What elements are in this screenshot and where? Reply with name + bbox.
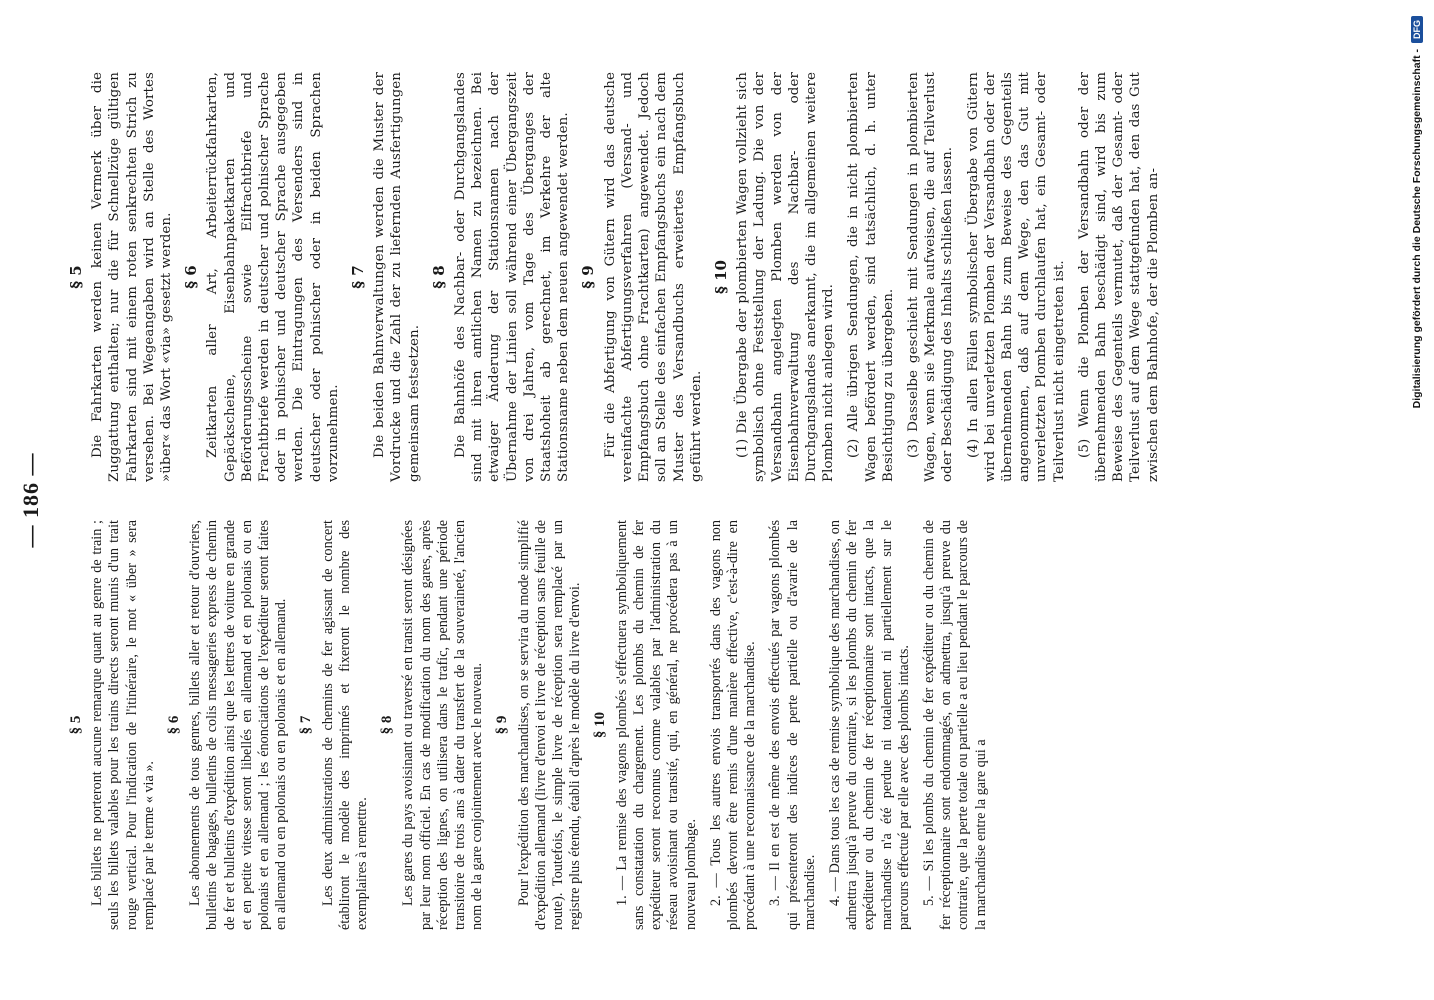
french-section-heading: § 8: [379, 715, 396, 735]
german-paragraph: Die Fahrkarten werden keinen Vermerk über die Zuggattung enthalten; nur die für Schnellzüge gültigen Fahrkarten sind mit einem roten senkrechten Strich zu versehen. Bei Wegeangaben wird an Stelle des Wortes »über« das Wort «via» gesetzt werden.: [90, 72, 175, 482]
french-paragraph: 3. — Il en est de même des envois effectués par vagons plombés qui présenteront des indices de perte partielle ou d'avarie de la marchandise.: [767, 520, 818, 930]
french-section-heading: § 5: [68, 715, 84, 735]
german-section-heading: § 5: [67, 265, 85, 289]
german-paragraph: Zeitkarten aller Art, Arbeiterrückfahrkarten, Gepäckscheine, Eisenbahnpaketkarten und Beförderungsscheine sowie Eilfrachtbriefe und Frachtbriefe werden in deutscher und polnischer Sprache oder in polnischer und deutscher Sprache ausgegeben werden. Die Eintragungen des Versenders sind in deutscher oder polnischer oder in beiden Sprachen vorzunehmen.: [205, 72, 341, 482]
german-section-heading: § 7: [349, 265, 368, 289]
digitization-credit-text: Digitalisierung gefördert durch die Deutsche Forschungsgemeinschaft -: [1411, 49, 1423, 409]
french-section-heading: § 6: [166, 715, 183, 735]
german-paragraph: (4) In allen Fällen symbolischer Übergabe von Gütern wird bei unverletzten Plomben der Versandbahn oder der übernehmenden Bahn bis zum Beweise des Gegenteils angenommen, daß auf dem Wege, den das Gut mit unverletzten Plomben durchlaufen hat, ein Gesamt- oder Teilverlust nicht eingetreten ist.: [965, 72, 1067, 482]
french-paragraph: Les deux administrations de chemins de fer agissant de concert établiront le modèle des imprimés et fixeront le nombre des exemplaires à remettre.: [319, 520, 371, 930]
french-paragraph: Pour l'expédition des marchandises, on se servira du mode simplifié d'expédition allemand (livre d'envoi et livre de réception sans feuille de route). Toutefois, le simple livre de réception sera remplacé par un registre plus étendu, établi d'après le modèle du livre d'envoi.: [515, 520, 584, 930]
french-column: [60, 520, 998, 930]
german-section-heading: § 6: [182, 265, 201, 289]
french-paragraph: 2. — Tous les autres envois transportés dans des vagons non plombés devront être remis d'une manière effective, c'est-à-dire en procédant à une reconnaissance de la marchandise.: [707, 520, 759, 930]
german-column: [60, 72, 1170, 482]
german-section-heading: § 8: [429, 265, 448, 289]
french-paragraph: 5. — Si les plombs du chemin de fer expéditeur ou du chemin de fer réceptionnaire sont endommagés, on admettra, jusqu'à preuve du contraire, que la perte totale ou partielle a eu lieu pendant le parcours de la marchandise entre la gare qui a: [920, 520, 989, 930]
french-paragraph: 1. — La remise des vagons plombés s'effectuera symboliquement sans constatation du chargement. Les plombs du chemin de fer expéditeur seront reconnus comme valables par l'administration du réseau avoisinant ou transité, qui, en général, ne procédera pas à un nouveau plombage.: [613, 520, 699, 930]
german-paragraph: (2) Alle übrigen Sendungen, die in nicht plombierten Wagen befördert werden, sind tatsächlich, d. h. unter Besichtigung zu übergeben.: [846, 72, 896, 482]
german-section-heading: § 10: [711, 260, 730, 294]
french-section-heading: § 7: [298, 715, 315, 735]
german-section-heading: § 9: [579, 265, 598, 289]
german-paragraph: Die beiden Bahnverwaltungen werden die Muster der Vordrucke und die Zahl der zu liefernden Ausfertigungen gemeinsam festsetzen.: [372, 72, 422, 482]
german-paragraph: (1) Die Übergabe der plombierten Wagen vollzieht sich symbolisch ohne Feststellung der Ladung. Die von der Versandbahn angelegten Plomben werden von der Eisenbahnverwaltung des Nachbar- oder Durchgangslandes anerkannt, die im allgemeinen weitere Plomben nicht anlegen wird.: [735, 72, 837, 482]
french-paragraph: Les abonnements de tous genres, billets aller et retour d'ouvriers, bulletins de bagages, bulletins de colis messageries express de chemin de fer et bulletins d'expédition ainsi que les lettres de voiture en grande et en petite vitesse seront libellés en allemand et en polonais ou en polonais et en allemand ; les énonciations de l'expéditeur seront faites en allemand ou en polonais ou en polonais et en allemand.: [187, 520, 290, 930]
german-paragraph: Die Bahnhöfe des Nachbar- oder Durchgangslandes sind mit ihren amtlichen Namen zu bezeichnen. Bei etwaiger Änderung der Stationsnamen nach der Übernahme der Linien soll während einer Übergangszeit von drei Jahren, vom Tage des Überganges der Staatshoheit ab gerechnet, im Verkehre der alte Stationsname neben dem neuen angewendet werden.: [453, 72, 572, 482]
french-section-heading: § 9: [494, 715, 511, 735]
french-paragraph: 4. — Dans tous les cas de remise symbolique des marchandises, on admettra jusqu'à preuve du contraire, si les plombs du chemin de fer expéditeur ou du chemin de fer réceptionnaire sont intacts, que la marchandise n'a été perdue ni totalement ni partiellement sur le parcours effectué par elle avec des plombs intacts.: [826, 520, 912, 930]
french-section-heading: § 10: [592, 711, 609, 739]
german-paragraph: (5) Wenn die Plomben der Versandbahn oder der übernehmenden Bahn beschädigt sind, wird bis zum Beweise des Gegenteils vermutet, daß der Gesamt- oder Teilverlust auf dem Wege stattgefunden hat, den das Gut zwischen dem Bahnhofe, der die Plomben an-: [1076, 72, 1161, 482]
french-paragraph: Les billets ne porteront aucune remarque quant au genre de train ; seuls les billets valables pour les trains directs seront munis d'un trait rouge vertical. Pour l'indication de l'itinéraire, le mot « über » sera remplacé par le terme « via ».: [89, 520, 157, 930]
french-paragraph: Les gares du pays avoisinant ou traversé en transit seront désignées par leur nom officiel. En cas de modification du nom des gares, après réception des lignes, on utilisera dans le trafic, pendant une période transitoire de trois ans à dater du transfert de la souveraineté, l'ancien nom de la gare conjointement avec le nouveau.: [400, 520, 486, 930]
german-paragraph: Für die Abfertigung von Gütern wird das deutsche vereinfachte Abfertigungsverfahren (Versand- und Empfangsbuch ohne Frachtkarten) angewendet. Jedoch soll an Stelle des einfachen Empfangsbuchs ein nach dem Muster des Versandbuchs erweitertes Empfangsbuch geführt werden.: [602, 72, 704, 482]
dfg-logo: DFG: [1411, 16, 1423, 43]
digitization-credit: [1405, 0, 1429, 1000]
page-number: — 186 —: [18, 452, 43, 548]
german-paragraph: (3) Dasselbe geschieht mit Sendungen in plombierten Wagen, wenn sie Merkmale aufweisen, die auf Teilverlust oder Beschädigung des Inhalts schließen lassen.: [905, 72, 956, 482]
